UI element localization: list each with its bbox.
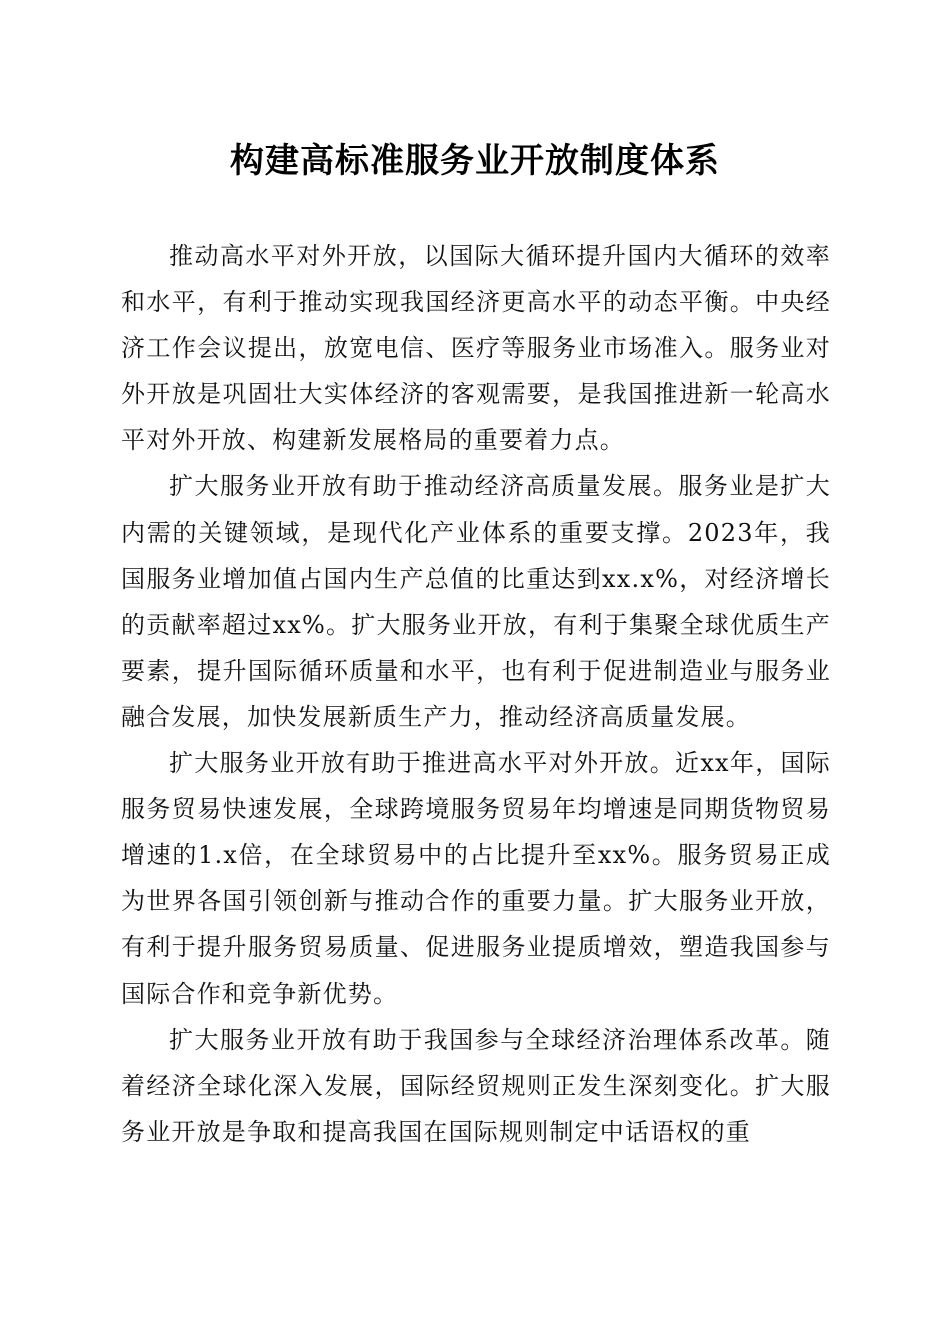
paragraph: 扩大服务业开放有助于推进高水平对外开放。近xx年，国际服务贸易快速发展，全球跨境服务贸易年均增速是同期货物贸易增速的1.x倍，在全球贸易中的占比提升至xx%。服务贸易正成为世界各国引领创新与推动合作的重要力量。扩大服务业开放，有利于提升服务贸易质量、促进服务业提质增效，塑造我国参与国际合作和竞争新优势。 bbox=[121, 749, 831, 1008]
paragraph: 扩大服务业开放有助于我国参与全球经济治理体系改革。随着经济全球化深入发展，国际经贸规则正发生深刻变化。扩大服务业开放是争取和提高我国在国际规则制定中话语权的重 bbox=[121, 1025, 831, 1146]
paragraph: 推动高水平对外开放，以国际大循环提升国内大循环的效率和水平，有利于推动实现我国经济更高水平的动态平衡。中央经济工作会议提出，放宽电信、医疗等服务业市场准入。服务业对外开放是巩固壮大实体经济的客观需要，是我国推进新一轮高水平对外开放、构建新发展格局的重要着力点。 bbox=[121, 242, 831, 455]
document-title: 构建高标准服务业开放制度体系 bbox=[230, 141, 720, 181]
document-body bbox=[121, 233, 831, 1155]
paragraph: 扩大服务业开放有助于推动经济高质量发展。服务业是扩大内需的关键领域，是现代化产业体系的重要支撑。2023年，我国服务业增加值占国内生产总值的比重达到xx.x%，对经济增长的贡献率超过xx%。扩大服务业开放，有利于集聚全球优质生产要素，提升国际循环质量和水平，也有利于促进制造业与服务业融合发展，加快发展新质生产力，推动经济高质量发展。 bbox=[121, 472, 831, 731]
